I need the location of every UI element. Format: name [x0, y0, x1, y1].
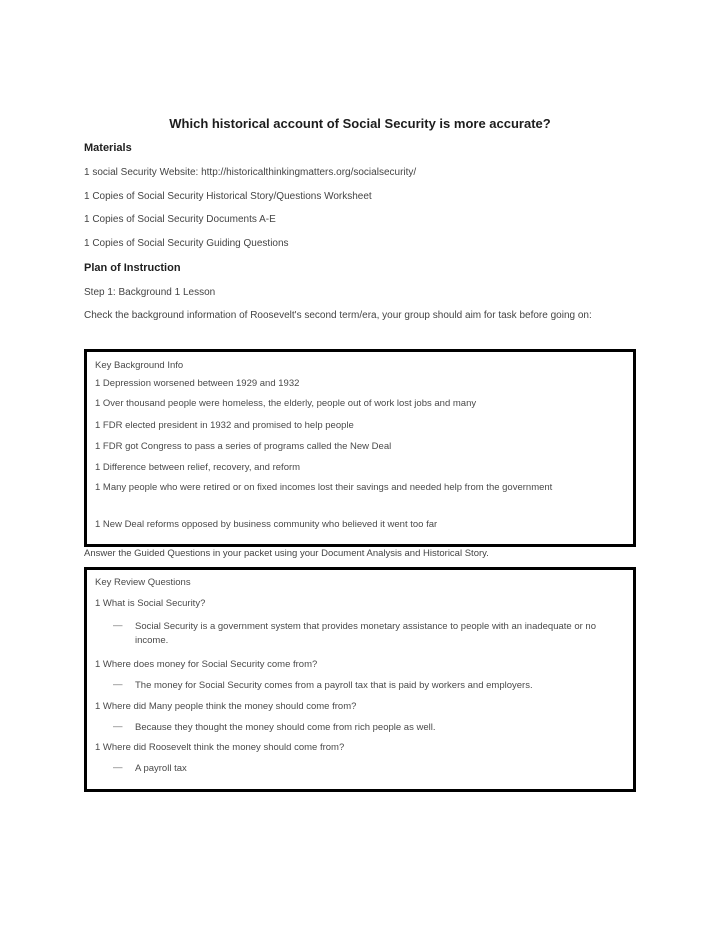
box1-item-4: 1 FDR got Congress to pass a series of programs called the New Deal: [95, 441, 392, 452]
plan-label: Plan of Instruction: [84, 262, 181, 274]
materials-item-4: 1 Copies of Social Security Guiding Questions: [84, 238, 289, 249]
background-info-box: [84, 349, 636, 547]
materials-label: Materials: [84, 142, 132, 154]
box1-item-6: 1 Many people who were retired or on fixed incomes lost their savings and needed help from the government: [95, 482, 553, 493]
between-boxes-line: Answer the Guided Questions in your packet using your Document Analysis and Historical Story.: [84, 548, 489, 559]
answer-1: Social Security is a government system that provides monetary assistance to people with an inadequate or no income.: [135, 621, 597, 646]
box1-item-5: 1 Difference between relief, recovery, and reform: [95, 462, 301, 473]
step-line: Step 1: Background 1 Lesson: [84, 287, 216, 298]
answer-dash-4: —: [113, 762, 123, 773]
answer-3: Because they thought the money should come from rich people as well.: [135, 722, 436, 733]
materials-item-1: 1 social Security Website: http://historicalthinkingmatters.org/socialsecurity/: [84, 167, 417, 178]
box1-item-2: 1 Over thousand people were homeless, the elderly, people out of work lost jobs and many: [95, 398, 477, 409]
question-3: 1 Where did Many people think the money should come from?: [95, 701, 357, 712]
box1-item-1: 1 Depression worsened between 1929 and 1932: [95, 378, 300, 389]
document-title: Which historical account of Social Security is more accurate?: [169, 116, 551, 131]
materials-item-2: 1 Copies of Social Security Historical Story/Questions Worksheet: [84, 191, 372, 202]
answer-dash-3: —: [113, 721, 123, 732]
answer-2: The money for Social Security comes from a payroll tax that is paid by workers and employers.: [135, 680, 533, 691]
step-paragraph: Check the background information of Roosevelt's second term/era, your group should aim for task before going on:: [84, 310, 592, 321]
question-4: 1 Where did Roosevelt think the money should come from?: [95, 742, 345, 753]
box1-heading: Key Background Info: [95, 360, 184, 371]
box1-item-7: 1 New Deal reforms opposed by business community who believed it went too far: [95, 519, 438, 530]
answer-dash-2: —: [113, 679, 123, 690]
box1-item-3: 1 FDR elected president in 1932 and promised to help people: [95, 420, 354, 431]
review-questions-box: [84, 567, 636, 792]
answer-4: A payroll tax: [135, 763, 187, 774]
question-2: 1 Where does money for Social Security come from?: [95, 659, 318, 670]
question-1: 1 What is Social Security?: [95, 598, 206, 609]
materials-item-3: 1 Copies of Social Security Documents A-E: [84, 214, 276, 225]
box2-heading: Key Review Questions: [95, 577, 191, 588]
answer-dash-1: —: [113, 620, 123, 631]
